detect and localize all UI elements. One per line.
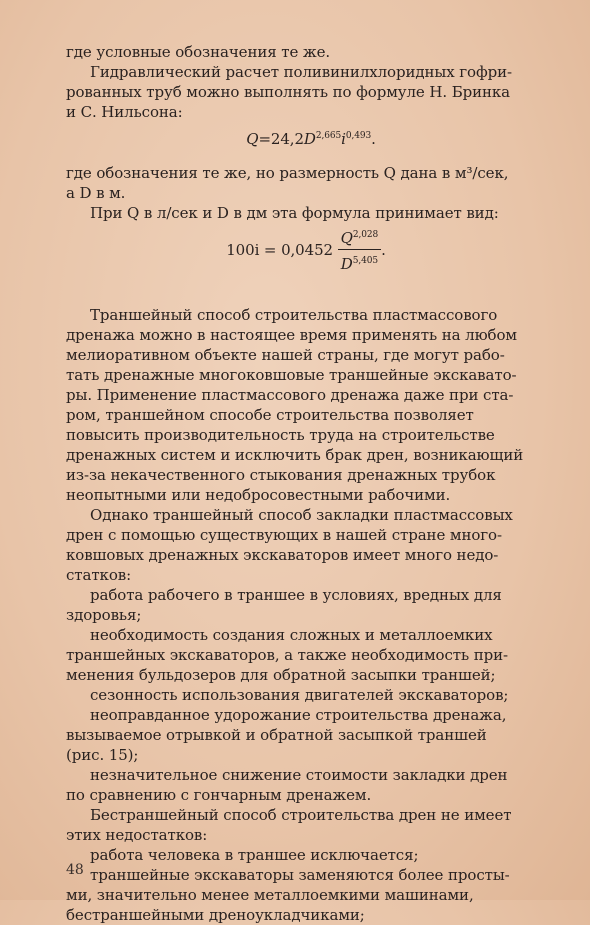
formula-i: i <box>341 130 346 148</box>
formula2-den-exponent: 5,405 <box>352 256 378 266</box>
page-number: 48 <box>66 862 84 878</box>
text-line: из-за некачественного стыкования дренажных трубок <box>66 466 496 484</box>
text-line: ми, значительно менее металлоемкими машинами, <box>66 886 474 904</box>
text-line: ковшовых дренажных экскаваторов имеет много недо- <box>66 546 499 564</box>
text-line: (рис. 15); <box>66 746 139 764</box>
formula2-fraction <box>338 225 381 274</box>
paragraph-6 <box>66 505 546 585</box>
text-line: мелиоративном объекте нашей страны, где могут рабо- <box>66 346 505 364</box>
text-line: дренажа можно в настоящее время применять на любом <box>66 326 517 344</box>
text-line: работа человека в траншее исключается; <box>90 846 419 864</box>
text-line: менения бульдозеров для обратной засыпки траншей; <box>66 666 496 684</box>
text-line: Траншейный способ строительства пластмассового <box>90 306 498 324</box>
text-line: бестраншейными дреноукладчиками; <box>66 906 365 924</box>
text-line: повысить производительность труда на строительстве <box>66 426 495 444</box>
list-item-1 <box>66 585 546 625</box>
formula2-num-base: Q <box>340 229 353 247</box>
text-line: Бестраншейный способ строительства дрен не имеет <box>90 806 512 824</box>
text-line: траншейные экскаваторы заменяются более просты- <box>90 866 510 884</box>
formula2-end: . <box>381 240 386 259</box>
paragraph-7 <box>66 805 546 845</box>
paragraph-5 <box>66 305 546 505</box>
text-line: дрен с помощью существующих в нашей стране много- <box>66 526 502 544</box>
text-line: по сравнению с гончарным дренажем. <box>66 786 372 804</box>
formula2-numerator <box>338 225 381 250</box>
text-line: статков: <box>66 566 132 584</box>
list-item-2 <box>66 625 546 685</box>
text-line: Однако траншейный способ закладки пластмассовых <box>90 506 513 524</box>
page-body <box>66 42 546 925</box>
formula-lhs: Q <box>246 130 259 148</box>
text-line: незначительное снижение стоимости закладки дрен <box>90 766 508 784</box>
text-line: тать дренажные многоковшовые траншейные экскавато- <box>66 366 517 384</box>
text-line: ром, траншейном способе строительства позволяет <box>66 406 474 424</box>
list-item-4 <box>66 705 546 765</box>
paragraph-2 <box>66 62 546 122</box>
text-line: ры. Применение пластмассового дренажа даже при ста- <box>66 386 514 404</box>
text-line: работа рабочего в траншее в условиях, вредных для <box>90 586 502 604</box>
text-line: неопытными или недобросовестными рабочими. <box>66 486 451 504</box>
formula-d-exponent: 2,665 <box>315 131 342 141</box>
text-line: где условные обозначения те же. <box>66 43 331 61</box>
text-line: При Q в л/сек и D в дм эта формула принимает вид: <box>90 204 499 222</box>
text-line: Гидравлический расчет поливинилхлоридных гофри- <box>90 63 512 81</box>
text-line: неоправданное удорожание строительства дренажа, <box>90 706 507 724</box>
text-line: и С. Нильсона: <box>66 103 183 121</box>
text-line: сезонность использования двигателей экскаваторов; <box>90 686 509 704</box>
list-item-6 <box>66 845 546 865</box>
paragraph-3 <box>66 163 546 203</box>
formula2-lhs: 100i = 0,0452 <box>226 240 333 259</box>
formula-brink-nilson <box>66 126 546 149</box>
paragraph-1 <box>66 42 546 62</box>
list-item-3 <box>66 685 546 705</box>
formula-d: D <box>303 130 316 148</box>
formula2-denominator <box>338 250 381 274</box>
formula-end: . <box>371 130 376 148</box>
text-line: необходимость создания сложных и металлоемких <box>90 626 493 644</box>
list-item-7 <box>66 865 546 925</box>
formula2-num-exponent: 2,028 <box>352 230 379 240</box>
text-line: дренажных систем и исключить брак дрен, возникающий <box>66 446 524 464</box>
text-line: рованных труб можно выполнять по формуле Н. Бринка <box>66 83 511 101</box>
paragraph-4 <box>66 203 546 223</box>
text-line: вызываемое отрывкой и обратной засыпкой траншей <box>66 726 487 744</box>
formula2-den-base: D <box>340 255 353 273</box>
formula-coefficient: =24,2 <box>258 130 304 148</box>
list-item-5 <box>66 765 546 805</box>
formula-converted <box>66 225 546 277</box>
text-line: а D в м. <box>66 184 126 202</box>
formula-i-exponent: 0,493 <box>345 131 372 141</box>
text-line: где обозначения те же, но размерность Q дана в м³/сек, <box>66 164 509 182</box>
text-line: этих недостатков: <box>66 826 208 844</box>
text-line: траншейных экскаваторов, а также необходимость при- <box>66 646 508 664</box>
text-line: здоровья; <box>66 606 142 624</box>
